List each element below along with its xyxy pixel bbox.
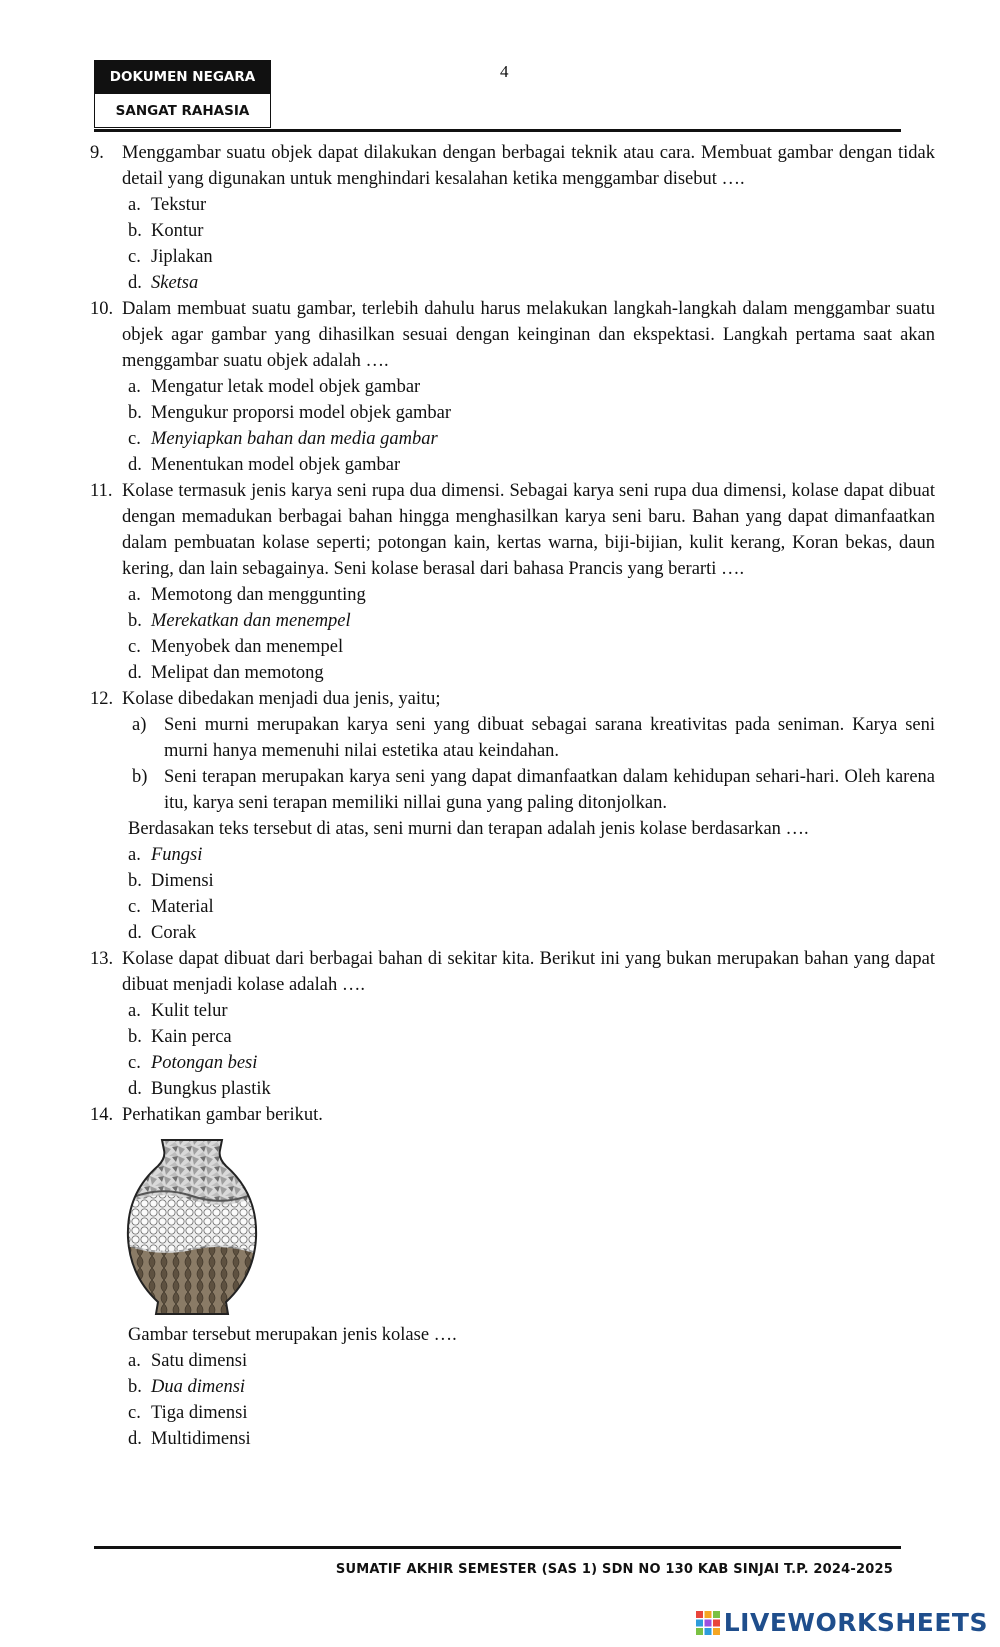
- option-label: a.: [128, 195, 141, 215]
- option-d[interactable]: [128, 1076, 935, 1102]
- option-c[interactable]: [128, 894, 935, 920]
- option-label: a.: [128, 845, 141, 865]
- option-text: Sketsa: [151, 273, 199, 293]
- option-a[interactable]: [128, 374, 935, 400]
- option-label: d.: [128, 1079, 142, 1099]
- option-c[interactable]: [128, 1400, 935, 1426]
- option-text: Multidimensi: [151, 1429, 251, 1449]
- sub-item-label: b): [132, 767, 148, 787]
- question-text: Perhatikan gambar berikut.: [122, 1105, 323, 1125]
- option-text: Mengatur letak model objek gambar: [151, 377, 421, 397]
- option-text: Dua dimensi: [151, 1377, 246, 1397]
- option-text: Menyobek dan menempel: [151, 637, 344, 657]
- option-label: c.: [128, 637, 141, 657]
- question-number: 10.: [90, 299, 114, 319]
- option-text: Melipat dan memotong: [151, 663, 324, 683]
- question-number: 9.: [90, 143, 104, 163]
- option-label: c.: [128, 897, 141, 917]
- option-c[interactable]: [128, 244, 935, 270]
- question-text: Dalam membuat suatu gambar, terlebih dahulu harus melakukan langkah-langkah dalam menggambar suatu objek agar gambar yang dihasilkan sesuai dengan keinginan dan ekspektasi. Langkah pertama saat akan menggambar suatu objek adalah ….: [122, 299, 935, 371]
- option-label: d.: [128, 273, 142, 293]
- option-label: d.: [128, 663, 142, 683]
- question-9: [90, 140, 935, 296]
- header-divider: [94, 129, 901, 132]
- option-d[interactable]: [128, 452, 935, 478]
- option-b[interactable]: [128, 1024, 935, 1050]
- option-text: Dimensi: [151, 871, 214, 891]
- header-label-dokumen-negara: DOKUMEN NEGARA: [94, 60, 271, 94]
- option-b[interactable]: [128, 608, 935, 634]
- option-text: Material: [151, 897, 214, 917]
- question-10: [90, 296, 935, 478]
- option-a[interactable]: [128, 1348, 935, 1374]
- option-text: Kain perca: [151, 1027, 232, 1047]
- page-number: 4: [500, 62, 509, 81]
- option-text: Memotong dan menggunting: [151, 585, 366, 605]
- option-label: d.: [128, 455, 142, 475]
- question-14: [90, 1102, 935, 1452]
- option-d[interactable]: [128, 920, 935, 946]
- question-text: Menggambar suatu objek dapat dilakukan dengan berbagai teknik atau cara. Membuat gambar dengan tidak detail yang digunakan untuk menghindari kesalahan ketika menggambar disebut ….: [122, 143, 935, 189]
- sub-item-label: a): [132, 715, 147, 735]
- option-a[interactable]: [128, 842, 935, 868]
- option-b[interactable]: [128, 218, 935, 244]
- option-b[interactable]: [128, 1374, 935, 1400]
- option-d[interactable]: [128, 270, 935, 296]
- option-b[interactable]: [128, 868, 935, 894]
- liveworksheets-logo-text: LIVEWORKSHEETS: [723, 1608, 988, 1637]
- sub-item-text: Seni murni merupakan karya seni yang dibuat sebagai sarana kreativitas pada seniman. Karya seni murni hanya memenuhi nilai estetika atau keindahan.: [164, 715, 935, 761]
- liveworksheets-logo-icon: [695, 1610, 721, 1636]
- option-text: Potongan besi: [151, 1053, 258, 1073]
- option-text: Tekstur: [151, 195, 207, 215]
- option-text: Menentukan model objek gambar: [151, 455, 401, 475]
- option-text: Corak: [151, 923, 197, 943]
- option-text: Menyiapkan bahan dan media gambar: [151, 429, 438, 449]
- liveworksheets-logo[interactable]: [695, 1608, 988, 1637]
- question-text: Kolase termasuk jenis karya seni rupa dua dimensi. Sebagai karya seni rupa dua dimensi, kolase dapat dibuat dengan memadukan berbagai bahan hingga menghasilkan karya seni baru. Bahan yang dapat dimanfaatkan dalam pembuatan kolase seperti; potongan kain, kertas warna, biji-bijian, kulit kerang, Koran bekas, daun kering, dan lain sebagainya. Seni kolase berasal dari bahasa Prancis yang berarti ….: [122, 481, 935, 579]
- option-text: Jiplakan: [151, 247, 213, 267]
- option-c[interactable]: [128, 634, 935, 660]
- option-b[interactable]: [128, 400, 935, 426]
- option-text: Tiga dimensi: [151, 1403, 248, 1423]
- option-text: Bungkus plastik: [151, 1079, 271, 1099]
- footer-divider: [94, 1546, 901, 1549]
- option-c[interactable]: [128, 1050, 935, 1076]
- option-label: d.: [128, 1429, 142, 1449]
- option-label: a.: [128, 585, 141, 605]
- option-label: a.: [128, 1001, 141, 1021]
- option-label: a.: [128, 1351, 141, 1371]
- option-text: Fungsi: [151, 845, 203, 865]
- option-label: d.: [128, 923, 142, 943]
- option-label: c.: [128, 247, 141, 267]
- sub-item-b: [132, 764, 935, 816]
- option-text: Satu dimensi: [151, 1351, 248, 1371]
- option-label: b.: [128, 1377, 142, 1397]
- option-a[interactable]: [128, 998, 935, 1024]
- option-label: c.: [128, 1053, 141, 1073]
- question-number: 13.: [90, 949, 114, 969]
- option-label: c.: [128, 1403, 141, 1423]
- question-number: 14.: [90, 1105, 114, 1125]
- question-number: 12.: [90, 689, 114, 709]
- question-stem: Berdasakan teks tersebut di atas, seni murni dan terapan adalah jenis kolase berdasarkan ….: [128, 819, 809, 839]
- question-text: Kolase dapat dibuat dari berbagai bahan di sekitar kita. Berikut ini yang bukan merupakan bahan yang dapat dibuat menjadi kolase adalah ….: [122, 949, 935, 995]
- question-12: [90, 686, 935, 946]
- option-a[interactable]: [128, 192, 935, 218]
- option-d[interactable]: [128, 1426, 935, 1452]
- question-stem: Gambar tersebut merupakan jenis kolase ….: [128, 1325, 457, 1345]
- option-label: b.: [128, 221, 142, 241]
- question-number: 11.: [90, 481, 113, 501]
- option-text: Kulit telur: [151, 1001, 228, 1021]
- option-text: Merekatkan dan menempel: [151, 611, 351, 631]
- option-c[interactable]: [128, 426, 935, 452]
- option-text: Kontur: [151, 221, 204, 241]
- option-text: Mengukur proporsi model objek gambar: [151, 403, 452, 423]
- sub-item-text: Seni terapan merupakan karya seni yang dapat dimanfaatkan dalam kehidupan sehari-hari. Oleh karena itu, karya seni terapan memiliki nillai guna yang paling ditonjolkan.: [164, 767, 935, 813]
- question-11: [90, 478, 935, 686]
- option-label: b.: [128, 403, 142, 423]
- question-text: Kolase dibedakan menjadi dua jenis, yaitu;: [122, 689, 441, 709]
- option-label: b.: [128, 1027, 142, 1047]
- question-13: [90, 946, 935, 1102]
- mosaic-vase-image: [122, 1136, 262, 1316]
- option-label: b.: [128, 871, 142, 891]
- question-list: [90, 140, 935, 1452]
- sub-item-a: [132, 712, 935, 764]
- option-a[interactable]: [128, 582, 935, 608]
- option-label: b.: [128, 611, 142, 631]
- header-label-sangat-rahasia: SANGAT RAHASIA: [94, 94, 271, 128]
- option-d[interactable]: [128, 660, 935, 686]
- footer-text: SUMATIF AKHIR SEMESTER (SAS 1) SDN NO 130 KAB SINJAI T.P. 2024-2025: [335, 1562, 893, 1577]
- option-label: a.: [128, 377, 141, 397]
- option-label: c.: [128, 429, 141, 449]
